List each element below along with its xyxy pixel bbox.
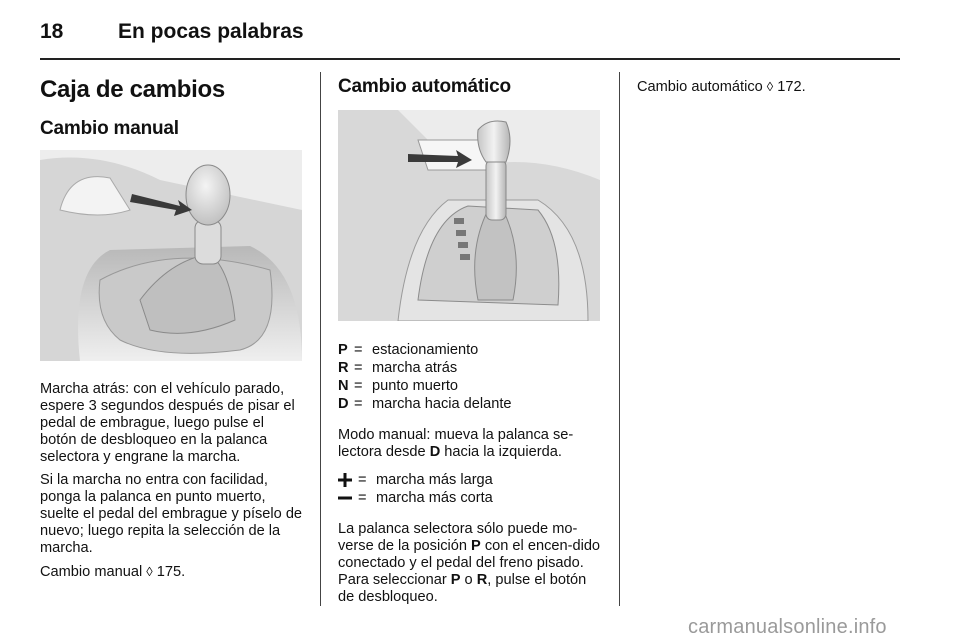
reference-page: 172. [777,79,806,95]
header-title: En pocas palabras [118,20,304,43]
minus-icon [338,489,358,507]
list-item [338,359,602,377]
position-meaning: estacionamiento [372,342,479,358]
position-key: R [338,360,349,376]
equals-sign: = [354,396,363,412]
column-automatic [338,72,602,606]
text-run: Modo manual: mueva la palanca se-lectora desde [338,427,574,460]
watermark: carmanualsonline.info [688,616,887,638]
equals-sign: = [358,490,367,506]
section-heading: Caja de cambios [40,76,225,103]
list-item [338,471,602,489]
list-item [338,489,602,507]
position-meaning: marcha atrás [372,360,458,376]
text-run: hacia la izquierda. [440,444,562,460]
text-run: La palanca selectora sólo puede mo-verse de la posición [338,521,578,554]
text-run: , pulse el botón de desbloqueo. [338,572,587,605]
reverse-gear-instructions: Marcha atrás: con el vehículo parado, espere 3 segundos después de pisar el pedal de embrague, luego pulse el botón de desbloqueo en la palanca selectora y engrane la marcha. [40,381,295,465]
equals-sign: = [354,360,363,376]
list-item [338,341,602,359]
list-item [338,377,602,395]
position-meaning: punto muerto [372,378,458,394]
manual-gearbox-reference [40,563,304,581]
equals-sign: = [354,342,363,358]
equals-sign: = [354,378,363,394]
column-divider [320,72,321,606]
text-run: con el encen-dido conectado y el pedal del freno pisado. Para seleccionar [338,538,601,588]
column-references [637,72,901,96]
bold-position: P [450,572,461,588]
list-item [338,395,602,413]
automatic-gearbox-reference [637,78,901,96]
bold-position: P [471,538,481,554]
mode-meaning: marcha más corta [376,490,493,506]
bold-position: D [429,444,441,460]
gear-engagement-tip: Si la marcha no entra con facilidad, ponga la palanca en punto muerto, suelte el pedal del embrague y píselo de nuevo; luego repita la selección de la marcha. [40,472,303,556]
position-key: D [338,396,349,412]
automatic-gear-lever-illustration [338,110,600,321]
position-meaning: marcha hacia delante [372,396,512,412]
plus-icon [338,471,358,489]
manual-gear-lever-illustration [40,150,302,361]
position-key: P [338,342,348,358]
reference-arrow-icon: ◊ [146,564,153,579]
header-rule [40,58,900,60]
page-number: 18 [40,20,64,43]
manual-modes-list [338,471,602,507]
page-header [40,20,304,44]
position-key: N [338,378,349,394]
reference-label: Cambio automático [637,79,763,95]
text-run: o [460,572,477,588]
lever-release-instructions [338,521,602,606]
subsection-heading-manual: Cambio manual [40,118,179,139]
equals-sign: = [358,472,367,488]
reference-page: 175. [156,564,186,580]
subsection-heading-automatic: Cambio automático [338,76,511,97]
bold-position: R [476,572,488,588]
gear-positions-list [338,341,602,413]
reference-arrow-icon: ◊ [766,79,774,94]
manual-mode-instructions [338,427,602,461]
column-divider [619,72,620,606]
reference-label: Cambio manual [40,564,143,580]
mode-meaning: marcha más larga [376,472,493,488]
column-manual [40,72,304,581]
